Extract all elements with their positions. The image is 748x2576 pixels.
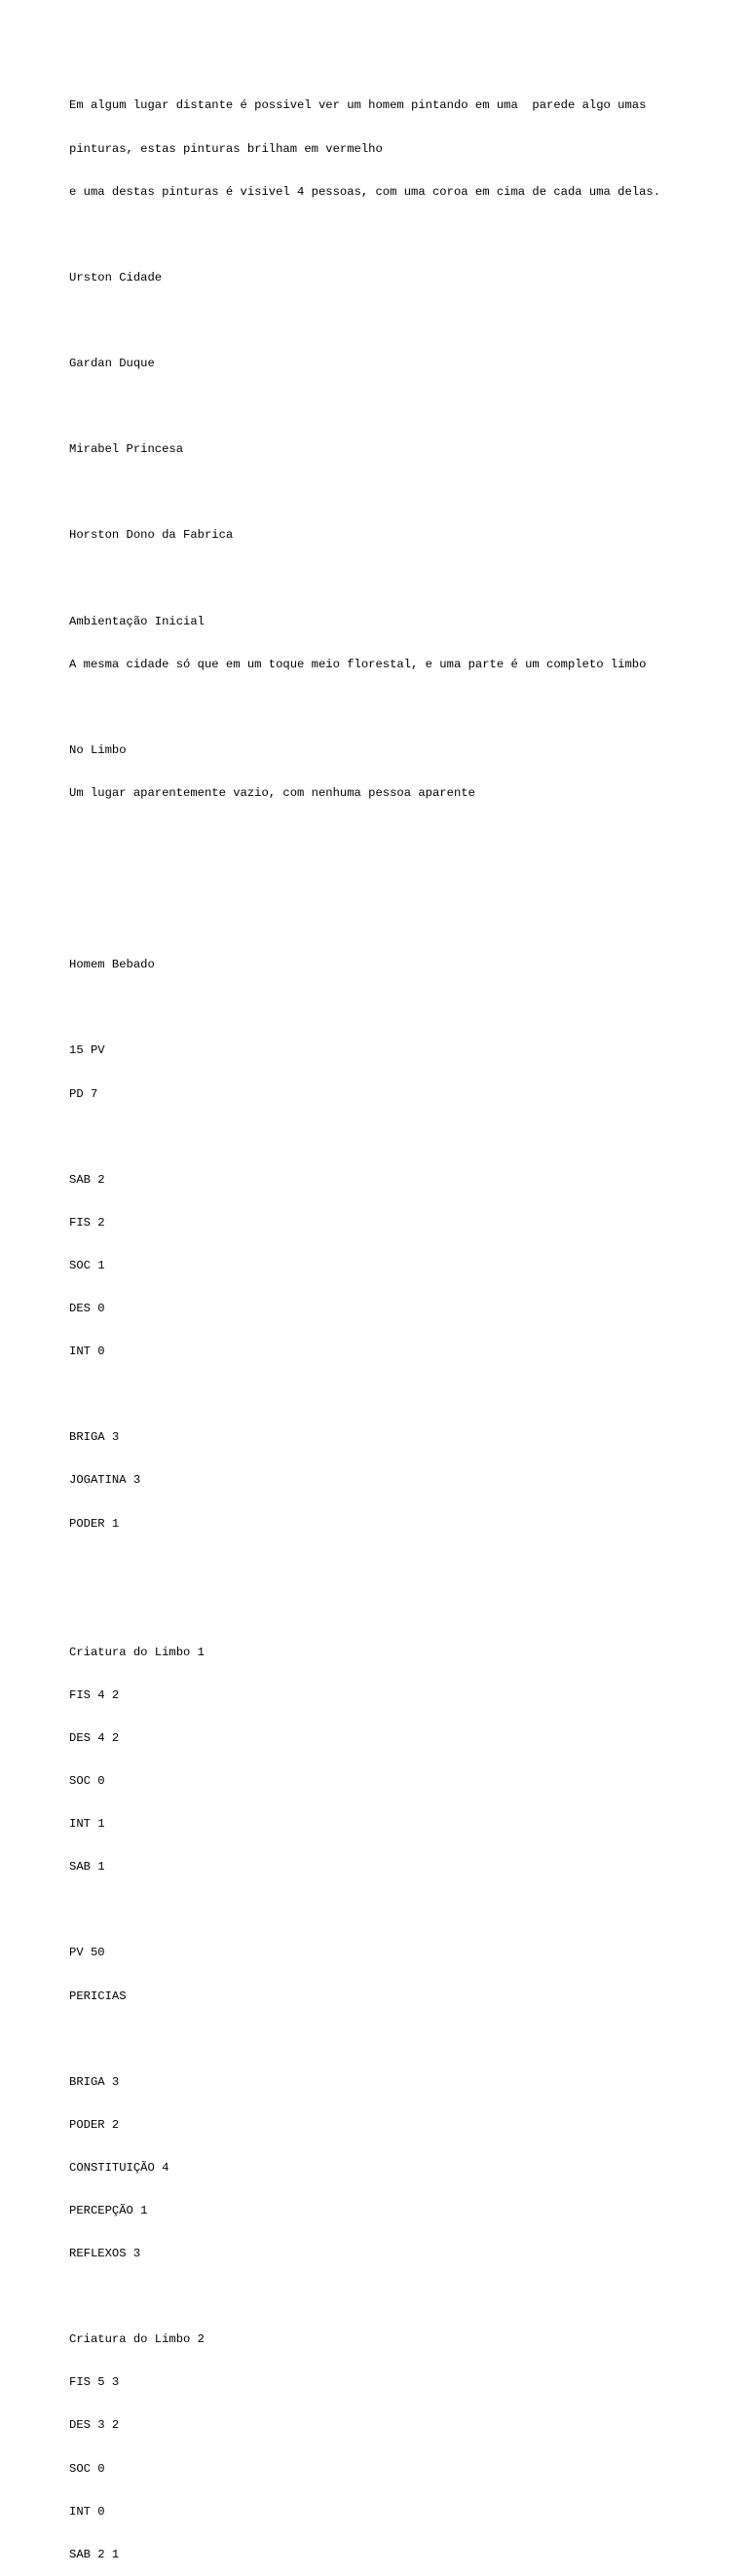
stat-line: PV 50 xyxy=(69,1946,105,1960)
stat-block-title: Criatura do Limbo 1 xyxy=(69,1645,205,1659)
skill-line: REFLEXOS 3 xyxy=(69,2247,141,2261)
text-line: Em algum lugar distante é possivel ver um homem pintando em uma parede algo umas xyxy=(69,98,647,113)
text-line: A mesma cidade só que em um toque meio florestal, e uma parte é um completo limbo xyxy=(69,657,647,671)
blank-line xyxy=(69,2032,731,2047)
skill-line: PODER 1 xyxy=(69,1516,120,1531)
blank-line xyxy=(69,829,731,844)
stat-line: DES 3 2 xyxy=(69,2418,120,2433)
section-heading: Ambientação Inicial xyxy=(69,614,205,628)
blank-line xyxy=(69,1903,731,1917)
skill-line: BRIGA 3 xyxy=(69,2074,120,2089)
blank-line xyxy=(69,1560,731,1574)
stat-line: FIS 2 xyxy=(69,1215,105,1230)
document-body xyxy=(69,70,731,2576)
stat-line: INT 1 xyxy=(69,1817,105,1832)
skill-line: CONSTITUIÇÃO 4 xyxy=(69,2160,169,2175)
skill-line: JOGATINA 3 xyxy=(69,1473,141,1488)
blank-line xyxy=(69,1387,731,1402)
skill-line: PODER 2 xyxy=(69,2117,120,2132)
section-heading: No Limbo xyxy=(69,742,127,757)
blank-line xyxy=(69,314,731,328)
blank-line xyxy=(69,2290,731,2304)
stat-line: SOC 1 xyxy=(69,1258,105,1272)
text-line: e uma destas pinturas é visivel 4 pessoas, com uma coroa em cima de cada uma delas. xyxy=(69,184,661,199)
character-entry: Mirabel Princesa xyxy=(69,442,184,457)
blank-line xyxy=(69,1001,731,1015)
stat-line: PD 7 xyxy=(69,1086,98,1101)
character-entry: Horston Dono da Fabrica xyxy=(69,528,234,543)
blank-line xyxy=(69,399,731,414)
stat-line: INT 0 xyxy=(69,1345,105,1359)
stat-line: SAB 2 xyxy=(69,1172,105,1187)
blank-line xyxy=(69,915,731,929)
skill-line: PERCEPÇÃO 1 xyxy=(69,2204,148,2217)
stat-block-title: Criatura do Limbo 2 xyxy=(69,2332,205,2347)
stat-line: SAB 1 xyxy=(69,1860,105,1875)
text-line: pinturas, estas pinturas brilham em vermelho xyxy=(69,141,383,156)
blank-line xyxy=(69,1603,731,1617)
stat-line: SOC 0 xyxy=(69,1774,105,1789)
blank-line xyxy=(69,228,731,243)
stat-line: DES 0 xyxy=(69,1302,105,1316)
character-entry: Gardan Duque xyxy=(69,356,155,370)
blank-line xyxy=(69,872,731,887)
stat-line: 15 PV xyxy=(69,1043,105,1058)
stat-line: INT 0 xyxy=(69,2504,105,2519)
stat-block-title: Homem Bebado xyxy=(69,958,155,972)
stat-line: FIS 4 2 xyxy=(69,1687,120,1702)
character-entry: Urston Cidade xyxy=(69,270,163,284)
stat-line: FIS 5 3 xyxy=(69,2375,120,2390)
blank-line xyxy=(69,1130,731,1145)
stat-line: DES 4 2 xyxy=(69,1730,120,1745)
blank-line xyxy=(69,571,731,586)
skill-line: BRIGA 3 xyxy=(69,1430,120,1445)
text-line: Um lugar aparentemente vazio, com nenhuma pessoa aparente xyxy=(69,785,475,800)
stat-line: SAB 2 1 xyxy=(69,2547,120,2561)
stat-line: SOC 0 xyxy=(69,2461,105,2476)
blank-line xyxy=(69,485,731,500)
blank-line xyxy=(69,701,731,715)
subsection-label: PERICIAS xyxy=(69,1989,127,2003)
